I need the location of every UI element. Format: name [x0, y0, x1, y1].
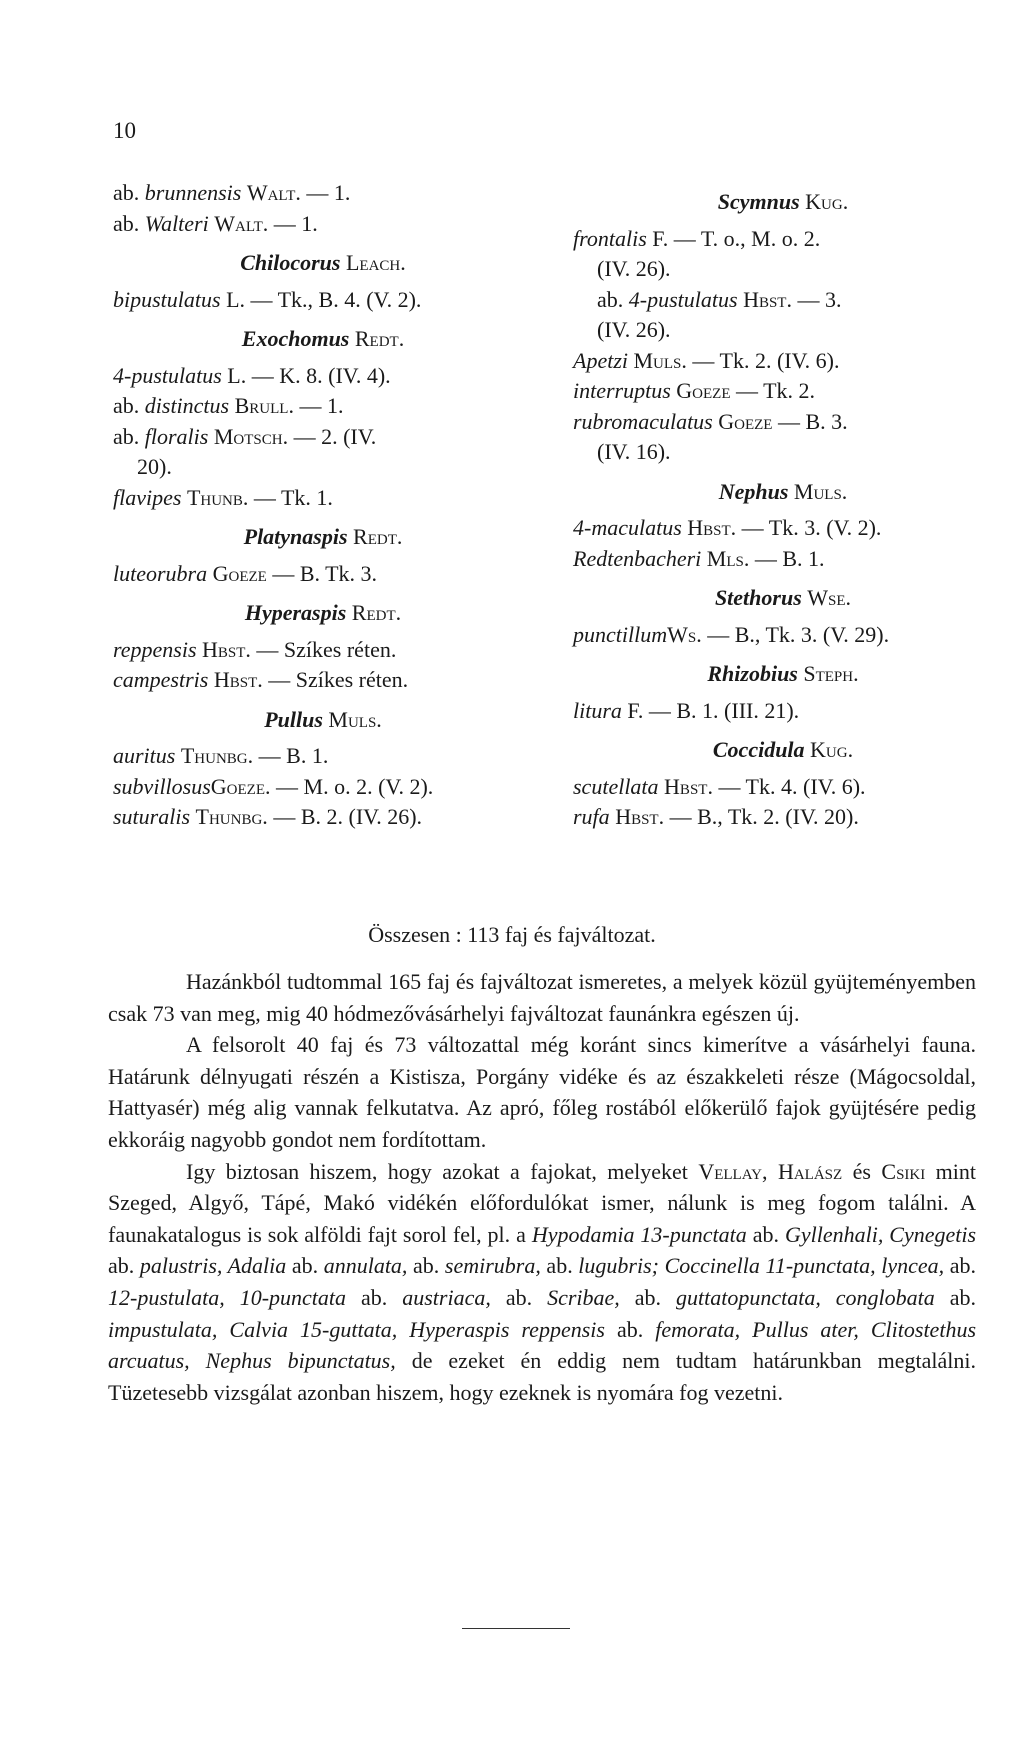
text-run: ab. — [346, 1284, 403, 1310]
species-name: interruptus — [573, 378, 671, 403]
page-number: 10 — [113, 118, 136, 143]
text-run: — Szíkes réten. — [250, 636, 397, 662]
end-divider — [462, 1628, 570, 1629]
text-run: ab. — [944, 1253, 977, 1279]
species-entry-continuation — [573, 285, 993, 316]
text-run: L. — Tk., B. 4. (V. 2). — [220, 286, 422, 312]
species-name: Hypodamia 13-punctata — [531, 1221, 747, 1247]
species-name: 4-pustulatus — [628, 286, 738, 312]
species-entry — [113, 178, 533, 209]
paragraph — [108, 1156, 976, 1409]
author-name: Hbst. — [687, 515, 737, 540]
text-run: — 1. — [300, 180, 351, 205]
author-name: Brull. — [234, 393, 294, 418]
genus-heading — [573, 583, 993, 614]
genus-author: Redt. — [351, 600, 402, 625]
text-run: — B. 2. (IV. 26). — [267, 804, 423, 829]
genus-name: Hyperaspis — [244, 600, 347, 625]
genus-heading — [573, 659, 993, 690]
genus-heading — [113, 705, 533, 736]
text-run: (IV. 26). — [597, 317, 671, 342]
species-name: punctillum — [573, 621, 668, 647]
author-name: Hbst. — [664, 773, 713, 799]
genus-author: Kug. — [805, 189, 849, 214]
genus-heading — [113, 522, 533, 553]
text-run: ab. — [407, 1253, 445, 1279]
text-run: ab. — [108, 1253, 140, 1279]
species-name: 12-pustulata, 10-punctata — [108, 1284, 347, 1310]
text-run: ab. — [286, 1253, 324, 1279]
right-species-column — [573, 178, 993, 833]
species-name: campestris — [113, 667, 209, 692]
genus-heading — [113, 248, 533, 279]
text-run: , — [762, 1158, 778, 1184]
genus-name: Platynaspis — [243, 524, 348, 549]
species-name: scutellata — [573, 773, 659, 799]
text-run: (IV. 16). — [597, 439, 671, 464]
text-run: és — [842, 1158, 882, 1184]
author-name: Muls. — [633, 347, 687, 373]
text-run: ab. — [113, 210, 145, 236]
text-run: de ezeket én eddig nem tudtam határunkban megtalálni. Tüzetesebb vizsgálat azonban hiszem, hogy ezeknek is nyomára fog vezetni. — [108, 1348, 976, 1405]
genus-name: Nephus — [718, 478, 789, 504]
genus-heading — [573, 735, 993, 766]
species-name: semirubra, — [444, 1253, 541, 1279]
text-run: ab. — [540, 1253, 579, 1279]
species-name: impustulata, Calvia 15-guttata, Hyperaspis reppensis — [108, 1316, 605, 1342]
author-name: Mls. — [706, 545, 750, 571]
text-run: mint Szeged, Algyő, Tápé, Makó vidékén előfordulókat ismer, nálunk is meg fogom találni. A faunakatalogus is sok alföldi fajt sorol fel, pl. a — [108, 1158, 977, 1247]
text-run: — B., Tk. 3. (V. 29). — [701, 621, 890, 647]
genus-heading — [573, 187, 993, 218]
species-entry-continuation — [113, 452, 533, 483]
text-run: — B. 1. — [253, 743, 329, 768]
genus-name: Scymnus — [717, 189, 800, 214]
author-name: Hbst. — [213, 667, 263, 692]
species-name: Walteri — [144, 210, 209, 236]
genus-author: Wse. — [807, 585, 852, 610]
genus-author: Kug. — [810, 737, 854, 762]
species-name: Scribae, — [547, 1284, 620, 1310]
text-run: A felsorolt 40 faj és 73 változattal még koránt sincs kimerítve a vásárhelyi fauna. Határunk délnyugati részén a Kistisza, Porgány vidéke és az északkeleti része (Mágocsoldal, Hattyasér) még alig vannak felkutatva. Az apró, főleg rostából előkerülő fajok gyüjtésére pedig ekkoráig nagyobb gondot nem fordítottam. — [108, 1032, 976, 1152]
species-name: rubromaculatus — [573, 408, 713, 434]
text-run: — B. Tk. 3. — [266, 560, 378, 586]
genus-author: Steph. — [803, 661, 859, 686]
genus-name: Chilocorus — [240, 250, 341, 275]
text-run: ab. — [113, 393, 145, 418]
author-name: Thunbg. — [180, 743, 254, 768]
species-entry — [113, 209, 533, 240]
species-name: reppensis — [113, 636, 197, 662]
genus-name: Exochomus — [241, 326, 350, 351]
species-entry — [573, 802, 993, 833]
text-run: F. — T. o., M. o. 2. — [646, 225, 821, 251]
species-entry — [113, 483, 533, 514]
species-name: rufa — [573, 804, 610, 829]
species-name: palustris, Adalia — [139, 1253, 287, 1279]
text-run: — B., Tk. 2. (IV. 20). — [664, 804, 859, 829]
text-run: — Tk. 4. (IV. 6). — [712, 773, 866, 799]
species-entry — [113, 772, 533, 803]
species-name: Redtenbacheri — [573, 545, 702, 571]
author-name: Thunbg. — [195, 804, 268, 829]
species-entry — [573, 544, 993, 575]
species-entry — [573, 346, 993, 377]
text-run: — Tk. 3. (V. 2). — [736, 515, 882, 540]
text-run: ab. — [619, 1284, 676, 1310]
author-name: Hbst. — [615, 804, 665, 829]
text-run: ab. — [113, 180, 145, 205]
species-name: litura — [573, 697, 622, 723]
species-name: auritus — [113, 743, 176, 768]
text-run: ab. — [746, 1221, 785, 1247]
species-entry — [113, 361, 533, 392]
text-run: — B. 3. — [772, 408, 848, 434]
species-entry — [113, 559, 533, 590]
text-run: ab. — [597, 286, 629, 312]
left-species-column — [113, 178, 533, 833]
author-name: Thunb. — [186, 484, 249, 510]
text-run: — Tk. 2. — [730, 378, 816, 403]
species-entry-continuation — [573, 315, 993, 346]
species-entry — [113, 635, 533, 666]
genus-author: Muls. — [328, 706, 382, 732]
species-name: annulata, — [323, 1253, 408, 1279]
species-entry-continuation — [573, 254, 993, 285]
species-name: subvillosus — [113, 773, 211, 799]
text-run: Hazánkból tudtommal 165 faj és fajváltozat ismeretes, a melyek közül gyüjteményemben csak 73 van meg, mig 40 hódmezővásárhelyi fajváltozat faunánkra egészen új. — [108, 969, 976, 1026]
text-run: — B. 1. — [749, 545, 825, 571]
author-name: Ws. — [667, 621, 702, 647]
text-run: (IV. 26). — [597, 256, 671, 281]
text-run: — 1. — [293, 393, 344, 418]
species-name: Apetzi — [573, 347, 628, 373]
species-name: frontalis — [573, 225, 647, 251]
author-name: Walt. — [246, 180, 301, 205]
genus-author: Muls. — [793, 478, 848, 504]
species-name: Gyllenhali, Cynegetis — [784, 1221, 977, 1247]
author-name: Vellay — [698, 1158, 763, 1184]
species-name: 4-pustulatus — [113, 362, 222, 388]
species-name: distinctus — [144, 393, 230, 418]
author-name: Halász — [777, 1158, 843, 1184]
author-name: Goeze — [718, 408, 773, 434]
species-name: flavipes — [113, 484, 182, 510]
genus-author: Redt. — [353, 524, 403, 549]
body-text — [108, 966, 976, 1408]
genus-name: Pullus — [264, 706, 323, 732]
author-name: Goeze — [676, 378, 731, 403]
species-name: bipustulatus — [113, 286, 221, 312]
genus-author: Leach. — [345, 250, 406, 275]
text-run: — 1. — [268, 210, 318, 236]
author-name: Goeze — [212, 560, 267, 586]
species-name: 4-maculatus — [573, 515, 682, 540]
text-run: L. — K. 8. (IV. 4). — [221, 362, 391, 388]
species-entry — [113, 285, 533, 316]
text-run: F. — B. 1. (III. 21). — [621, 697, 800, 723]
author-name: Motsch. — [213, 423, 289, 449]
species-name: brunnensis — [144, 180, 242, 205]
text-run: — Tk. 2. (IV. 6). — [686, 347, 840, 373]
author-name: Goeze. — [210, 773, 271, 799]
species-name: austriaca, — [402, 1284, 491, 1310]
genus-name: Coccidula — [712, 737, 805, 762]
text-run: — 3. — [791, 286, 842, 312]
text-run: — Tk. 1. — [248, 484, 333, 510]
species-entry — [573, 407, 993, 438]
species-name: suturalis — [113, 804, 191, 829]
species-name: lugubris; Coccinella 11-punctata, lyncea, — [578, 1253, 945, 1279]
text-run: Igy biztosan hiszem, hogy azokat a fajokat, melyeket — [186, 1158, 699, 1184]
species-entry — [573, 696, 993, 727]
text-run: ab. — [490, 1284, 548, 1310]
genus-name: Rhizobius — [707, 661, 798, 686]
genus-name: Stethorus — [714, 585, 802, 610]
text-run: ab. — [934, 1284, 977, 1310]
text-run: ab. — [604, 1316, 656, 1342]
text-run: — 2. (IV. — [288, 423, 377, 449]
author-name: Hbst. — [743, 286, 792, 312]
species-entry — [573, 224, 993, 255]
species-entry — [113, 741, 533, 772]
genus-heading — [113, 324, 533, 355]
species-entry — [573, 376, 993, 407]
genus-author: Redt. — [354, 326, 405, 351]
text-run: — M. o. 2. (V. 2). — [270, 773, 434, 799]
text-run: 20). — [137, 454, 172, 479]
text-run: ab. — [113, 423, 145, 449]
species-entry — [113, 422, 533, 453]
species-entry — [113, 802, 533, 833]
species-entry — [573, 620, 993, 651]
species-name: femorata, Pullus ater, Clitostethus arcuatus, Nephus bipunctatus, — [108, 1316, 976, 1374]
species-entry — [573, 772, 993, 803]
species-entry — [113, 391, 533, 422]
summary-line: Összesen : 113 faj és fajváltozat. — [368, 922, 656, 947]
genus-heading — [573, 477, 993, 508]
author-name: Csiki — [881, 1158, 926, 1184]
species-name: guttatopunctata, conglobata — [676, 1284, 935, 1310]
paragraph — [108, 966, 976, 1029]
paragraph — [108, 1029, 976, 1155]
text-run: — Szíkes réten. — [262, 667, 409, 692]
species-name: floralis — [144, 423, 209, 449]
species-entry-continuation — [573, 437, 993, 468]
species-name: luteorubra — [113, 560, 208, 586]
species-entry — [113, 665, 533, 696]
author-name: Walt. — [214, 210, 269, 236]
author-name: Hbst. — [202, 636, 251, 662]
genus-heading — [113, 598, 533, 629]
species-entry — [573, 513, 993, 544]
